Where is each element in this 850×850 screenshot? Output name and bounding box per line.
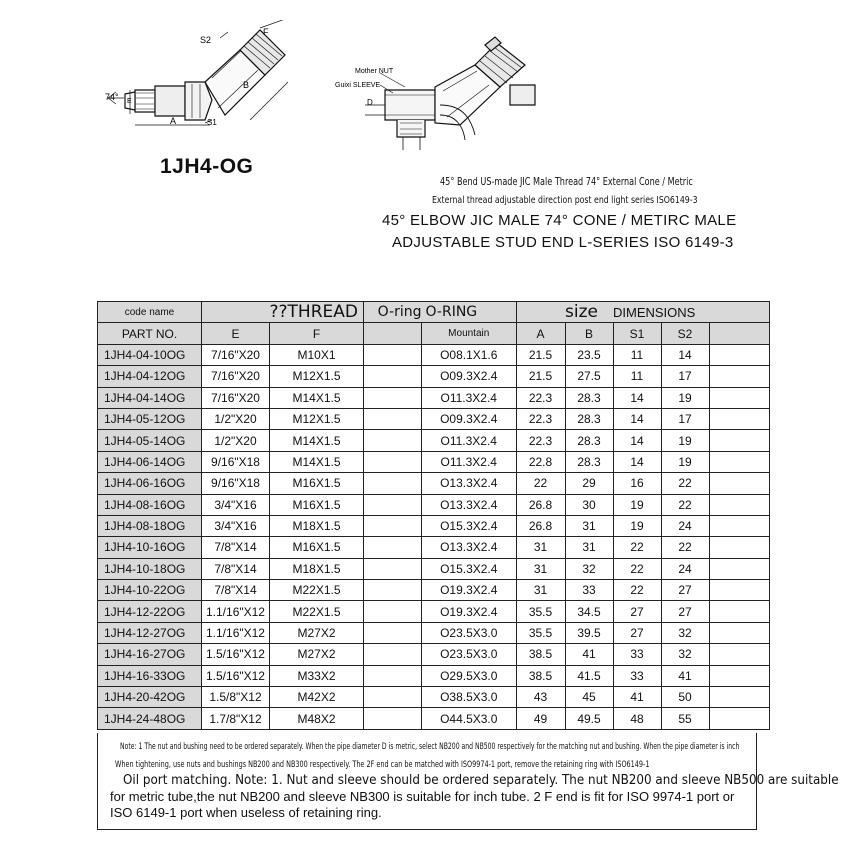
cell-part-no: 1JH4-05-14OG xyxy=(98,430,202,451)
cell-thread-f: M14X1.5 xyxy=(270,451,364,472)
cell-blank xyxy=(364,515,422,536)
cell-thread-f: M27X2 xyxy=(270,644,364,665)
cell-s2: 19 xyxy=(661,451,709,472)
cell-thread-e: 1.5/16"X12 xyxy=(202,665,270,686)
cell-s1: 16 xyxy=(613,473,661,494)
label-guixi-sleeve: Guixi SLEEVE xyxy=(335,82,381,89)
header-size-left-cell xyxy=(516,302,565,323)
cell-blank xyxy=(364,537,422,558)
cell-thread-e: 7/16"X20 xyxy=(202,366,270,387)
cell-b: 23.5 xyxy=(565,344,613,365)
cell-end-blank xyxy=(709,687,769,708)
cell-s1: 41 xyxy=(613,687,661,708)
cell-a: 38.5 xyxy=(516,644,565,665)
label-b: B xyxy=(243,80,250,90)
cell-end-blank xyxy=(709,558,769,579)
cell-part-no: 1JH4-05-12OG xyxy=(98,408,202,429)
cell-s2: 14 xyxy=(661,344,709,365)
cell-oring: O15.3X2.4 xyxy=(422,515,517,536)
cell-thread-e: 9/16"X18 xyxy=(202,473,270,494)
cell-oring: O19.3X2.4 xyxy=(422,601,517,622)
cell-blank xyxy=(364,601,422,622)
cell-b: 33 xyxy=(565,580,613,601)
fitting-drawing-right xyxy=(325,25,550,150)
cell-b: 27.5 xyxy=(565,366,613,387)
cell-blank xyxy=(364,687,422,708)
cell-end-blank xyxy=(709,473,769,494)
cell-thread-f: M16X1.5 xyxy=(270,473,364,494)
cell-oring: O15.3X2.4 xyxy=(422,558,517,579)
cell-b: 32 xyxy=(565,558,613,579)
header-part-no: PART NO. xyxy=(98,323,202,344)
cell-thread-f: M12X1.5 xyxy=(270,408,364,429)
cell-oring: O11.3X2.4 xyxy=(422,430,517,451)
header-b: B xyxy=(565,323,613,344)
cell-a: 22.3 xyxy=(516,430,565,451)
cell-end-blank xyxy=(709,366,769,387)
header-end-blank xyxy=(709,323,769,344)
table-row xyxy=(98,408,770,429)
title-line-1: 45° ELBOW JIC MALE 74° CONE / METIRC MALE xyxy=(382,212,737,229)
cell-a: 49 xyxy=(516,708,565,729)
cell-s1: 19 xyxy=(613,494,661,515)
cell-thread-e: 7/8"X14 xyxy=(202,580,270,601)
cell-oring: O11.3X2.4 xyxy=(422,451,517,472)
cell-a: 21.5 xyxy=(516,366,565,387)
cell-thread-f: M12X1.5 xyxy=(270,366,364,387)
cell-oring: O19.3X2.4 xyxy=(422,580,517,601)
cell-s2: 22 xyxy=(661,494,709,515)
cell-part-no: 1JH4-12-27OG xyxy=(98,622,202,643)
cell-s2: 41 xyxy=(661,665,709,686)
cell-thread-e: 1.5/8"X12 xyxy=(202,687,270,708)
cell-blank xyxy=(364,580,422,601)
cell-s1: 14 xyxy=(613,451,661,472)
header-s1: S1 xyxy=(613,323,661,344)
table-row xyxy=(98,430,770,451)
cell-part-no: 1JH4-16-27OG xyxy=(98,644,202,665)
subtitle-line-1: 45° Bend US-made JIC Male Thread 74° External Cone / Metric xyxy=(440,175,693,188)
cell-end-blank xyxy=(709,451,769,472)
cell-end-blank xyxy=(709,580,769,601)
cell-blank xyxy=(364,473,422,494)
table-header-row-2 xyxy=(98,323,770,344)
cell-b: 30 xyxy=(565,494,613,515)
table-row xyxy=(98,665,770,686)
note-line-3: Oil port matching. Note: 1. Nut and sleeve should be ordered separately. The nut NB200 and sleeve NB500 are suitable xyxy=(123,773,839,788)
cell-part-no: 1JH4-10-16OG xyxy=(98,537,202,558)
cell-part-no: 1JH4-10-22OG xyxy=(98,580,202,601)
label-mother-nut: Mother NUT xyxy=(355,68,394,75)
header-a: A xyxy=(516,323,565,344)
label-s1: S1 xyxy=(207,118,217,127)
cell-thread-e: 7/16"X20 xyxy=(202,387,270,408)
cell-b: 31 xyxy=(565,515,613,536)
cell-oring: O11.3X2.4 xyxy=(422,387,517,408)
cell-a: 31 xyxy=(516,537,565,558)
cell-s1: 19 xyxy=(613,515,661,536)
cell-s1: 33 xyxy=(613,665,661,686)
cell-b: 28.3 xyxy=(565,408,613,429)
cell-s1: 27 xyxy=(613,622,661,643)
cell-thread-f: M14X1.5 xyxy=(270,387,364,408)
cell-s2: 19 xyxy=(661,430,709,451)
header-dimensions: DIMENSIONS xyxy=(613,302,769,323)
table-row xyxy=(98,580,770,601)
cell-s1: 11 xyxy=(613,366,661,387)
header-size: size xyxy=(565,302,613,323)
table-row xyxy=(98,687,770,708)
cell-b: 28.3 xyxy=(565,387,613,408)
cell-thread-f: M22X1.5 xyxy=(270,580,364,601)
cell-oring: O13.3X2.4 xyxy=(422,494,517,515)
cell-end-blank xyxy=(709,644,769,665)
cell-a: 31 xyxy=(516,558,565,579)
cell-thread-f: M42X2 xyxy=(270,687,364,708)
header-oring-left: O-ring xyxy=(364,302,422,323)
cell-a: 22.8 xyxy=(516,451,565,472)
cell-s1: 11 xyxy=(613,344,661,365)
table-row xyxy=(98,387,770,408)
cell-b: 39.5 xyxy=(565,622,613,643)
cell-a: 35.5 xyxy=(516,622,565,643)
cell-end-blank xyxy=(709,344,769,365)
cell-blank xyxy=(364,387,422,408)
cell-a: 21.5 xyxy=(516,344,565,365)
table-row xyxy=(98,515,770,536)
cell-blank xyxy=(364,344,422,365)
cell-a: 22.3 xyxy=(516,408,565,429)
cell-thread-f: M18X1.5 xyxy=(270,515,364,536)
table-row xyxy=(98,366,770,387)
header-s2: S2 xyxy=(661,323,709,344)
cell-part-no: 1JH4-04-14OG xyxy=(98,387,202,408)
cell-oring: O08.1X1.6 xyxy=(422,344,517,365)
model-code: 1JH4-OG xyxy=(160,155,254,178)
cell-a: 35.5 xyxy=(516,601,565,622)
cell-thread-e: 7/16"X20 xyxy=(202,344,270,365)
cell-s2: 55 xyxy=(661,708,709,729)
cell-s2: 19 xyxy=(661,387,709,408)
cell-thread-f: M48X2 xyxy=(270,708,364,729)
cell-s1: 33 xyxy=(613,644,661,665)
cell-s1: 22 xyxy=(613,580,661,601)
cell-a: 22.3 xyxy=(516,387,565,408)
cell-part-no: 1JH4-04-12OG xyxy=(98,366,202,387)
cell-thread-e: 1/2"X20 xyxy=(202,430,270,451)
cell-blank xyxy=(364,366,422,387)
cell-oring: O23.5X3.0 xyxy=(422,622,517,643)
cell-a: 22 xyxy=(516,473,565,494)
note-line-2: When tightening, use nuts and bushings NB200 and NB300 respectively. The 2F end can be matched with ISO9974-1 port, remove the retaining ring with ISO6149-1 xyxy=(115,760,650,770)
cell-blank xyxy=(364,451,422,472)
cell-thread-e: 1.5/16"X12 xyxy=(202,644,270,665)
title-line-2: ADJUSTABLE STUD END L-SERIES ISO 6149-3 xyxy=(392,234,734,251)
cell-a: 38.5 xyxy=(516,665,565,686)
cell-s2: 17 xyxy=(661,366,709,387)
cell-s1: 14 xyxy=(613,387,661,408)
cell-s2: 32 xyxy=(661,644,709,665)
table-row xyxy=(98,537,770,558)
header-thread-left-cell xyxy=(202,302,270,323)
cell-oring: O44.5X3.0 xyxy=(422,708,517,729)
table-row xyxy=(98,494,770,515)
table-row xyxy=(98,558,770,579)
cell-part-no: 1JH4-06-16OG xyxy=(98,473,202,494)
label-angle: 74° xyxy=(105,92,119,102)
label-f: F xyxy=(263,27,269,37)
header-blank xyxy=(364,323,422,344)
table-row xyxy=(98,601,770,622)
cell-thread-f: M14X1.5 xyxy=(270,430,364,451)
cell-s2: 22 xyxy=(661,473,709,494)
cell-part-no: 1JH4-20-42OG xyxy=(98,687,202,708)
cell-b: 41 xyxy=(565,644,613,665)
cell-s2: 32 xyxy=(661,622,709,643)
table-row xyxy=(98,344,770,365)
cell-b: 41.5 xyxy=(565,665,613,686)
cell-s2: 24 xyxy=(661,515,709,536)
cell-thread-e: 3/4"X16 xyxy=(202,494,270,515)
note-line-1: Note: 1 The nut and bushing need to be ordered separately. When the pipe diameter D is metric, select NB200 and NB500 respectively for the matching nut and bushing. When the pipe diameter is inch xyxy=(120,742,740,752)
cell-part-no: 1JH4-08-18OG xyxy=(98,515,202,536)
cell-end-blank xyxy=(709,622,769,643)
header-f: F xyxy=(270,323,364,344)
cell-s2: 27 xyxy=(661,580,709,601)
cell-blank xyxy=(364,708,422,729)
cell-part-no: 1JH4-04-10OG xyxy=(98,344,202,365)
fitting-drawing-left xyxy=(100,20,300,135)
cell-b: 49.5 xyxy=(565,708,613,729)
cell-thread-f: M10X1 xyxy=(270,344,364,365)
cell-thread-e: 7/8"X14 xyxy=(202,558,270,579)
cell-end-blank xyxy=(709,601,769,622)
cell-oring: O29.5X3.0 xyxy=(422,665,517,686)
cell-s2: 27 xyxy=(661,601,709,622)
header-code-name: code name xyxy=(98,302,202,323)
cell-a: 43 xyxy=(516,687,565,708)
cell-blank xyxy=(364,408,422,429)
cell-blank xyxy=(364,622,422,643)
cell-s1: 14 xyxy=(613,430,661,451)
cell-a: 31 xyxy=(516,580,565,601)
note-line-4: for metric tube,the nut NB200 and sleeve NB300 is suitable for inch tube. 2 F end is fit for ISO 9974-1 port or ISO 6149-1 port when useless of retaining ring. xyxy=(110,789,735,820)
cell-thread-e: 7/8"X14 xyxy=(202,537,270,558)
cell-blank xyxy=(364,494,422,515)
cell-b: 29 xyxy=(565,473,613,494)
cell-part-no: 1JH4-12-22OG xyxy=(98,601,202,622)
cell-thread-f: M16X1.5 xyxy=(270,537,364,558)
header-thread: ??THREAD xyxy=(270,302,364,323)
cell-thread-f: M22X1.5 xyxy=(270,601,364,622)
cell-b: 28.3 xyxy=(565,451,613,472)
cell-oring: O09.3X2.4 xyxy=(422,408,517,429)
cell-oring: O38.5X3.0 xyxy=(422,687,517,708)
cell-oring: O13.3X2.4 xyxy=(422,537,517,558)
cell-thread-e: 1.7/8"X12 xyxy=(202,708,270,729)
cell-end-blank xyxy=(709,494,769,515)
cell-part-no: 1JH4-06-14OG xyxy=(98,451,202,472)
cell-s2: 22 xyxy=(661,537,709,558)
cell-blank xyxy=(364,430,422,451)
table-row xyxy=(98,708,770,729)
subtitle-line-2: External thread adjustable direction post end light series ISO6149-3 xyxy=(432,195,698,206)
cell-blank xyxy=(364,558,422,579)
cell-blank xyxy=(364,644,422,665)
cell-b: 28.3 xyxy=(565,430,613,451)
label-s2: S2 xyxy=(200,35,212,45)
cell-thread-e: 9/16"X18 xyxy=(202,451,270,472)
cell-thread-f: M33X2 xyxy=(270,665,364,686)
header-mountain: Mountain xyxy=(422,323,517,344)
cell-b: 45 xyxy=(565,687,613,708)
cell-end-blank xyxy=(709,708,769,729)
header-e: E xyxy=(202,323,270,344)
table-row xyxy=(98,451,770,472)
table-row xyxy=(98,473,770,494)
cell-s1: 14 xyxy=(613,408,661,429)
cell-oring: O23.5X3.0 xyxy=(422,644,517,665)
label-e: E xyxy=(127,98,132,105)
cell-a: 26.8 xyxy=(516,494,565,515)
cell-end-blank xyxy=(709,430,769,451)
cell-thread-e: 1/2"X20 xyxy=(202,408,270,429)
cell-part-no: 1JH4-08-16OG xyxy=(98,494,202,515)
cell-s2: 50 xyxy=(661,687,709,708)
cell-end-blank xyxy=(709,537,769,558)
label-d: D xyxy=(367,98,373,107)
cell-thread-e: 3/4"X16 xyxy=(202,515,270,536)
cell-end-blank xyxy=(709,408,769,429)
cell-part-no: 1JH4-24-48OG xyxy=(98,708,202,729)
cell-blank xyxy=(364,665,422,686)
cell-s2: 24 xyxy=(661,558,709,579)
cell-s1: 22 xyxy=(613,558,661,579)
spec-table xyxy=(97,301,770,730)
cell-thread-e: 1.1/16"X12 xyxy=(202,601,270,622)
cell-s1: 22 xyxy=(613,537,661,558)
cell-part-no: 1JH4-16-33OG xyxy=(98,665,202,686)
label-a: A xyxy=(170,116,177,126)
cell-b: 34.5 xyxy=(565,601,613,622)
header-oring-right: O-RING xyxy=(422,302,517,323)
cell-thread-f: M18X1.5 xyxy=(270,558,364,579)
cell-oring: O13.3X2.4 xyxy=(422,473,517,494)
cell-end-blank xyxy=(709,515,769,536)
cell-end-blank xyxy=(709,665,769,686)
table-header-row-1 xyxy=(98,302,770,323)
cell-part-no: 1JH4-10-18OG xyxy=(98,558,202,579)
cell-s1: 27 xyxy=(613,601,661,622)
cell-a: 26.8 xyxy=(516,515,565,536)
cell-oring: O09.3X2.4 xyxy=(422,366,517,387)
table-row xyxy=(98,644,770,665)
cell-s2: 17 xyxy=(661,408,709,429)
table-row xyxy=(98,622,770,643)
cell-b: 31 xyxy=(565,537,613,558)
cell-end-blank xyxy=(709,387,769,408)
cell-s1: 48 xyxy=(613,708,661,729)
cell-thread-f: M27X2 xyxy=(270,622,364,643)
cell-thread-e: 1.1/16"X12 xyxy=(202,622,270,643)
cell-thread-f: M16X1.5 xyxy=(270,494,364,515)
